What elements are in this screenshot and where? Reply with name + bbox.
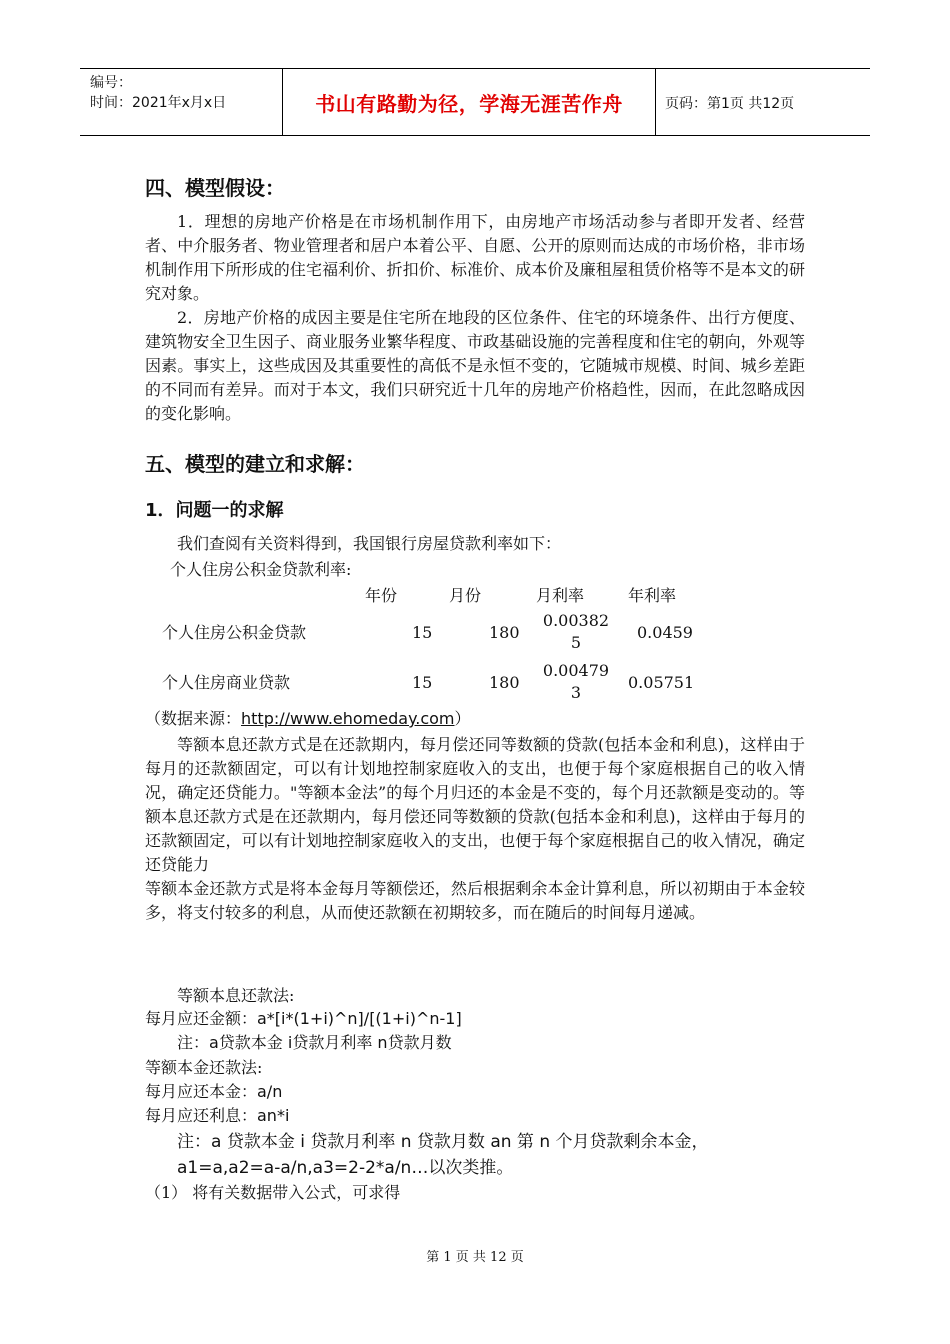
data-source bbox=[145, 707, 471, 731]
table-cell-year: 15 bbox=[412, 623, 433, 642]
table-cell-annual-rate: 0.0459 bbox=[637, 623, 693, 642]
monthly-rate-line1: 0.00382 bbox=[542, 611, 610, 630]
formula-installment: 每月应还金额：a*[i*(1+i)^n]/[(1+i)^n-1] bbox=[145, 1009, 462, 1028]
source-link[interactable]: http://www.ehomeday.com bbox=[241, 709, 455, 728]
table-caption: 个人住房公积金贷款利率: bbox=[170, 560, 352, 579]
table-header-year: 年份 bbox=[365, 586, 398, 605]
table-header-monthly-rate: 月利率 bbox=[536, 586, 585, 605]
monthly-rate-line1: 0.00479 bbox=[542, 661, 610, 680]
table-cell-monthly-rate bbox=[540, 610, 612, 654]
table-cell-month: 180 bbox=[489, 673, 520, 692]
equal-principal-paragraph: 等额本金还款方式是将本金每月等额偿还，然后根据剩余本金计算利息，所以初期由于本金较多，将支付较多的利息，从而使还款额在初期较多，而在随后的时间每月递减。 bbox=[145, 879, 805, 922]
table-cell-month: 180 bbox=[489, 623, 520, 642]
section4-title: 四、模型假设： bbox=[145, 176, 285, 200]
assumption-1: 1．理想的房地产价格是在市场机制作用下，由房地产市场活动参与者即开发者、经营者、中介服务者、物业管理者和居户本着公平、自愿、公开的原则而达成的市场价格，非市场机制作用下所形成的住宅福利价、折扣价、标准价、成本价及廉租屋租赁价格等不是本文的研究对象。 bbox=[145, 212, 805, 303]
header-left bbox=[90, 73, 226, 113]
table-cell-year: 15 bbox=[412, 673, 433, 692]
table-header-month: 月份 bbox=[449, 586, 482, 605]
table-cell-annual-rate: 0.05751 bbox=[628, 673, 695, 692]
section5-title: 五、模型的建立和求解： bbox=[145, 452, 365, 476]
doc-number-label: 编号： bbox=[90, 75, 132, 91]
formula-label-principal: 等额本金还款法: bbox=[145, 1058, 263, 1077]
problem1-title: 1．问题一的求解 bbox=[145, 500, 284, 521]
header-page-info: 页码：第1页 共12页 bbox=[665, 96, 795, 112]
formula-principal: 每月应还本金：a/n bbox=[145, 1082, 283, 1101]
table-cell-name: 个人住房商业贷款 bbox=[162, 673, 291, 692]
page-footer: 第 1 页 共 12 页 bbox=[426, 1250, 524, 1265]
table-cell-monthly-rate bbox=[540, 660, 612, 704]
formula-note-2b: a1=a,a2=a-a/n,a3=2-2*a/n…以次类推。 bbox=[177, 1158, 514, 1178]
doc-date-label: 时间：2021年x月x日 bbox=[90, 95, 227, 111]
repayment-explanation bbox=[145, 733, 805, 925]
header-motto: 书山有路勤为径，学海无涯苦作舟 bbox=[282, 69, 656, 135]
source-suffix: ） bbox=[454, 709, 471, 728]
page-header bbox=[80, 68, 870, 136]
table-header-annual-rate: 年利率 bbox=[628, 586, 677, 605]
assumption-2: 2．房地产价格的成因主要是住宅所在地段的区位条件、住宅的环境条件、出行方便度、建筑物安全卫生因子、商业服务业繁华程度、市政基础设施的完善程度和住宅的朝向，外观等因素。事实上，这些成因及其重要性的高低不是永恒不变的，它随城市规模、时间、城乡差距的不同而有差异。而对于本文，我们只研究近十几年的房地产价格趋性，因而，在此忽略成因的变化影响。 bbox=[145, 308, 805, 423]
equal-installment-paragraph: 等额本息还款方式是在还款期内，每月偿还同等数额的贷款(包括本金和利息)，这样由于每月的还款额固定，可以有计划地控制家庭收入的支出，也便于每个家庭根据自己的收入情况，确定还贷能力。"等额本金法”的每个月归还的本金是不变的，每个月还款额是变动的。等额本息还款方式是在还款期内，每月偿还同等数额的贷款(包括本金和利息)，这样由于每月的还款额固定，可以有计划地控制家庭收入的支出，也便于每个家庭根据自己的收入情况，确定还贷能力 bbox=[145, 735, 805, 874]
formula-note-2a: 注：a 贷款本金 i 贷款月利率 n 贷款月数 an 第 n 个月贷款剩余本金， bbox=[177, 1132, 709, 1152]
step-1: （1） 将有关数据带入公式，可求得 bbox=[145, 1183, 401, 1202]
table-cell-name: 个人住房公积金贷款 bbox=[162, 623, 307, 642]
source-prefix: （数据来源： bbox=[145, 709, 242, 728]
formula-note-1: 注：a贷款本金 i贷款月利率 n贷款月数 bbox=[177, 1033, 452, 1052]
monthly-rate-line2: 3 bbox=[570, 683, 582, 702]
formula-label-installment: 等额本息还款法: bbox=[177, 986, 295, 1005]
formula-interest: 每月应还利息：an*i bbox=[145, 1106, 290, 1125]
monthly-rate-line2: 5 bbox=[570, 633, 582, 652]
section4-body bbox=[145, 210, 805, 426]
rate-intro: 我们查阅有关资料得到，我国银行房屋贷款利率如下： bbox=[177, 534, 562, 553]
